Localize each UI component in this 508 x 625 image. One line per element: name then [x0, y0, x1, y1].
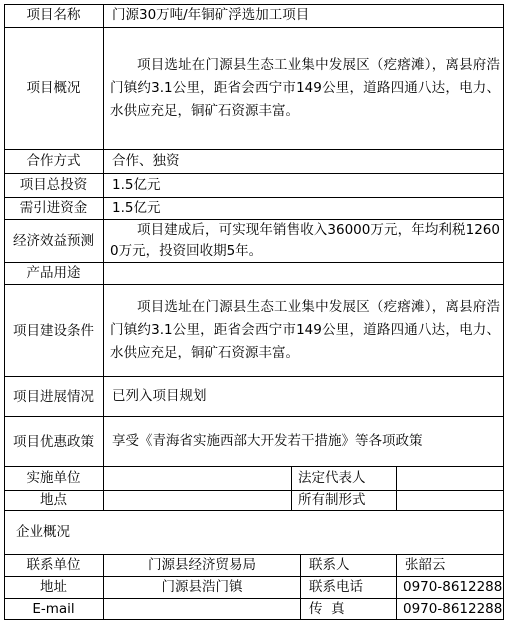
email-label: E-mail	[32, 601, 75, 617]
construction-value: 项目选址在门源县生态工业集中发展区（疙瘩滩），离县府浩门镇约3.1公里，距省会西宁市149公里，道路四通八达，电力、水供应充足，铜矿石资源丰富。	[110, 299, 500, 361]
location-label: 地点	[40, 492, 67, 508]
contact-person-label: 联系人	[309, 557, 350, 573]
implementer-value	[104, 467, 291, 490]
overview-value: 项目选址在门源县生态工业集中发展区（疙瘩滩），离县府浩门镇约3.1公里，距省会西宁市149公里，道路四通八达，电力、水供应充足，铜矿石资源丰富。	[110, 57, 500, 119]
project-info-table	[4, 4, 504, 620]
project-name-label: 项目名称	[26, 7, 81, 23]
benefit-value: 项目建成后，可实现年销售收入36000万元，年均利税12600万元，投资回收期5年。	[110, 222, 500, 259]
cooperation-value: 合作、独资	[112, 153, 180, 169]
implementer-label: 实施单位	[26, 470, 81, 486]
benefit-label: 经济效益预测	[13, 233, 94, 249]
enterprise-value	[124, 511, 504, 554]
progress-value: 已列入项目规划	[112, 388, 207, 404]
overview-label: 项目概况	[26, 80, 81, 96]
fax-value: 0970-8612288	[403, 601, 503, 617]
legal-rep-value	[397, 467, 504, 490]
contact-unit-label: 联系单位	[26, 557, 81, 573]
product-use-value	[104, 263, 504, 284]
address-value: 门源县浩门镇	[161, 579, 243, 595]
preferential-label: 项目优惠政策	[13, 433, 94, 450]
email-value	[104, 599, 300, 620]
capital-needed-label: 需引进资金	[19, 200, 88, 216]
fax-label: 传 真	[309, 601, 345, 617]
legal-rep-label: 法定代表人	[298, 470, 366, 486]
address-label: 地址	[40, 579, 67, 595]
product-use-label: 产品用途	[26, 265, 81, 281]
location-value	[104, 491, 291, 510]
progress-label: 项目进展情况	[13, 388, 94, 405]
enterprise-label: 企业概况	[16, 524, 70, 540]
contact-person-value: 张韶云	[405, 557, 446, 573]
total-investment-label: 项目总投资	[19, 177, 88, 193]
cooperation-label: 合作方式	[26, 153, 81, 169]
contact-unit-value: 门源县经济贸易局	[148, 557, 256, 573]
preferential-value: 享受《青海省实施西部大开发若干措施》等各项政策	[112, 433, 423, 449]
capital-needed-value: 1.5亿元	[112, 200, 161, 216]
ownership-label: 所有制形式	[298, 492, 366, 508]
project-name-value: 门源30万吨/年铜矿浮选加工项目	[112, 7, 310, 23]
phone-label: 联系电话	[309, 579, 363, 595]
phone-value: 0970-8612288	[403, 579, 503, 595]
construction-label: 项目建设条件	[13, 322, 94, 339]
total-investment-value: 1.5亿元	[112, 177, 161, 193]
ownership-value	[397, 491, 504, 510]
